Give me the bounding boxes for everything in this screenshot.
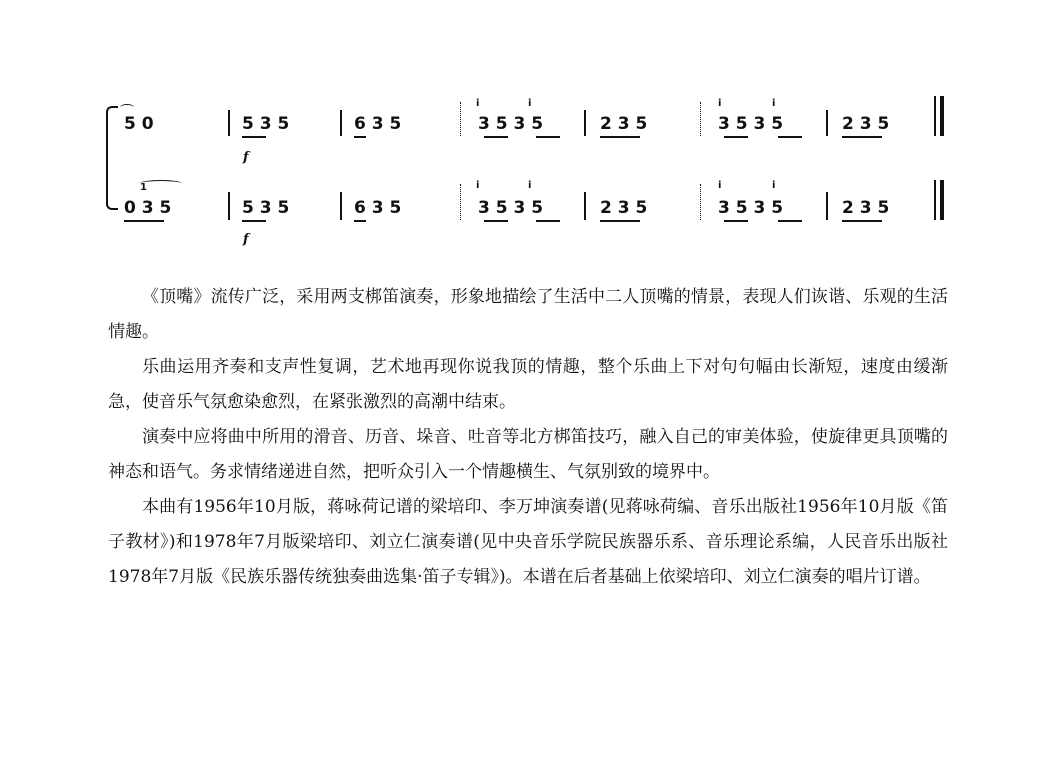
final-barline bbox=[940, 96, 944, 136]
score-note: 5 0 bbox=[124, 114, 154, 134]
barline bbox=[584, 110, 586, 136]
barline bbox=[826, 192, 828, 220]
underline bbox=[600, 136, 640, 138]
paragraph: 乐曲运用齐奏和支声性复调，艺术地再现你说我顶的情趣，整个乐曲上下对句句幅由长渐短，速度由缓渐急，使音乐气氛愈染愈烈，在紧张激烈的高潮中结束。 bbox=[108, 357, 948, 412]
system-brace bbox=[106, 106, 118, 210]
underline bbox=[484, 136, 508, 138]
underline bbox=[242, 220, 266, 222]
barline bbox=[700, 102, 701, 136]
grace-note: i bbox=[772, 98, 776, 109]
barline bbox=[700, 184, 701, 220]
grace-note: i bbox=[718, 98, 722, 109]
underline bbox=[778, 136, 802, 138]
score-note: 0 3 5 bbox=[124, 198, 172, 218]
grace-note: 1 bbox=[140, 182, 147, 193]
grace-note: i bbox=[718, 180, 722, 191]
underline bbox=[842, 220, 882, 222]
barline bbox=[228, 192, 230, 220]
underline bbox=[354, 136, 366, 138]
barline bbox=[934, 96, 936, 136]
score-note: 3 5 3 5 bbox=[718, 198, 784, 218]
score-note: 3 5 3 5 bbox=[478, 198, 544, 218]
underline bbox=[724, 136, 748, 138]
underline bbox=[536, 220, 560, 222]
score-note: 2 3 5 bbox=[600, 198, 648, 218]
score-note: 6 3 5 bbox=[354, 114, 402, 134]
final-barline bbox=[940, 180, 944, 220]
barline bbox=[826, 110, 828, 136]
grace-note: i bbox=[772, 180, 776, 191]
grace-note: i bbox=[476, 98, 480, 109]
barline bbox=[460, 184, 461, 220]
score-slur bbox=[140, 180, 182, 187]
score-note: 5 3 5 bbox=[242, 114, 290, 134]
underline bbox=[778, 220, 802, 222]
underline bbox=[124, 220, 164, 222]
grace-note: i bbox=[528, 98, 532, 109]
barline bbox=[340, 192, 342, 220]
barline bbox=[460, 102, 461, 136]
dynamic-mark: f bbox=[243, 150, 249, 165]
score-slur bbox=[120, 104, 134, 111]
underline bbox=[842, 136, 882, 138]
barline bbox=[584, 192, 586, 220]
barline bbox=[934, 180, 936, 220]
score-note: 6 3 5 bbox=[354, 198, 402, 218]
underline bbox=[354, 220, 366, 222]
score-note: 3 5 3 5 bbox=[718, 114, 784, 134]
barline bbox=[228, 110, 230, 136]
paragraph: 本曲有1956年10月版，蒋咏荷记谱的梁培印、李万坤演奏谱(见蒋咏荷编、音乐出版社1956年10月版《笛子教材》)和1978年7月版梁培印、刘立仁演奏谱(见中央音乐学院民族器乐系、音乐理论系编，人民音乐出版社1978年7月版《民族乐器传统独奏曲选集·笛子专辑》)。本谱在后者基础上依梁培印、刘立仁演奏的唱片订谱。 bbox=[108, 497, 948, 587]
underline bbox=[724, 220, 748, 222]
dynamic-mark: f bbox=[243, 232, 249, 247]
score-note: 2 3 5 bbox=[842, 114, 890, 134]
underline bbox=[242, 136, 266, 138]
underline bbox=[536, 136, 560, 138]
underline bbox=[600, 220, 640, 222]
score-note: 5 3 5 bbox=[242, 198, 290, 218]
description-text bbox=[108, 280, 948, 595]
score-note: 3 5 3 5 bbox=[478, 114, 544, 134]
grace-note: i bbox=[528, 180, 532, 191]
underline bbox=[484, 220, 508, 222]
score-note: 2 3 5 bbox=[842, 198, 890, 218]
score-note: 2 3 5 bbox=[600, 114, 648, 134]
paragraph: 《顶嘴》流传广泛，采用两支梆笛演奏，形象地描绘了生活中二人顶嘴的情景，表现人们诙谐、乐观的生活情趣。 bbox=[108, 287, 948, 342]
barline bbox=[340, 110, 342, 136]
grace-note: i bbox=[476, 180, 480, 191]
music-score bbox=[100, 88, 960, 258]
paragraph: 演奏中应将曲中所用的滑音、历音、垛音、吐音等北方梆笛技巧，融入自己的审美体验，使旋律更具顶嘴的神态和语气。务求情绪递进自然，把听众引入一个情趣横生、气氛别致的境界中。 bbox=[108, 427, 948, 482]
